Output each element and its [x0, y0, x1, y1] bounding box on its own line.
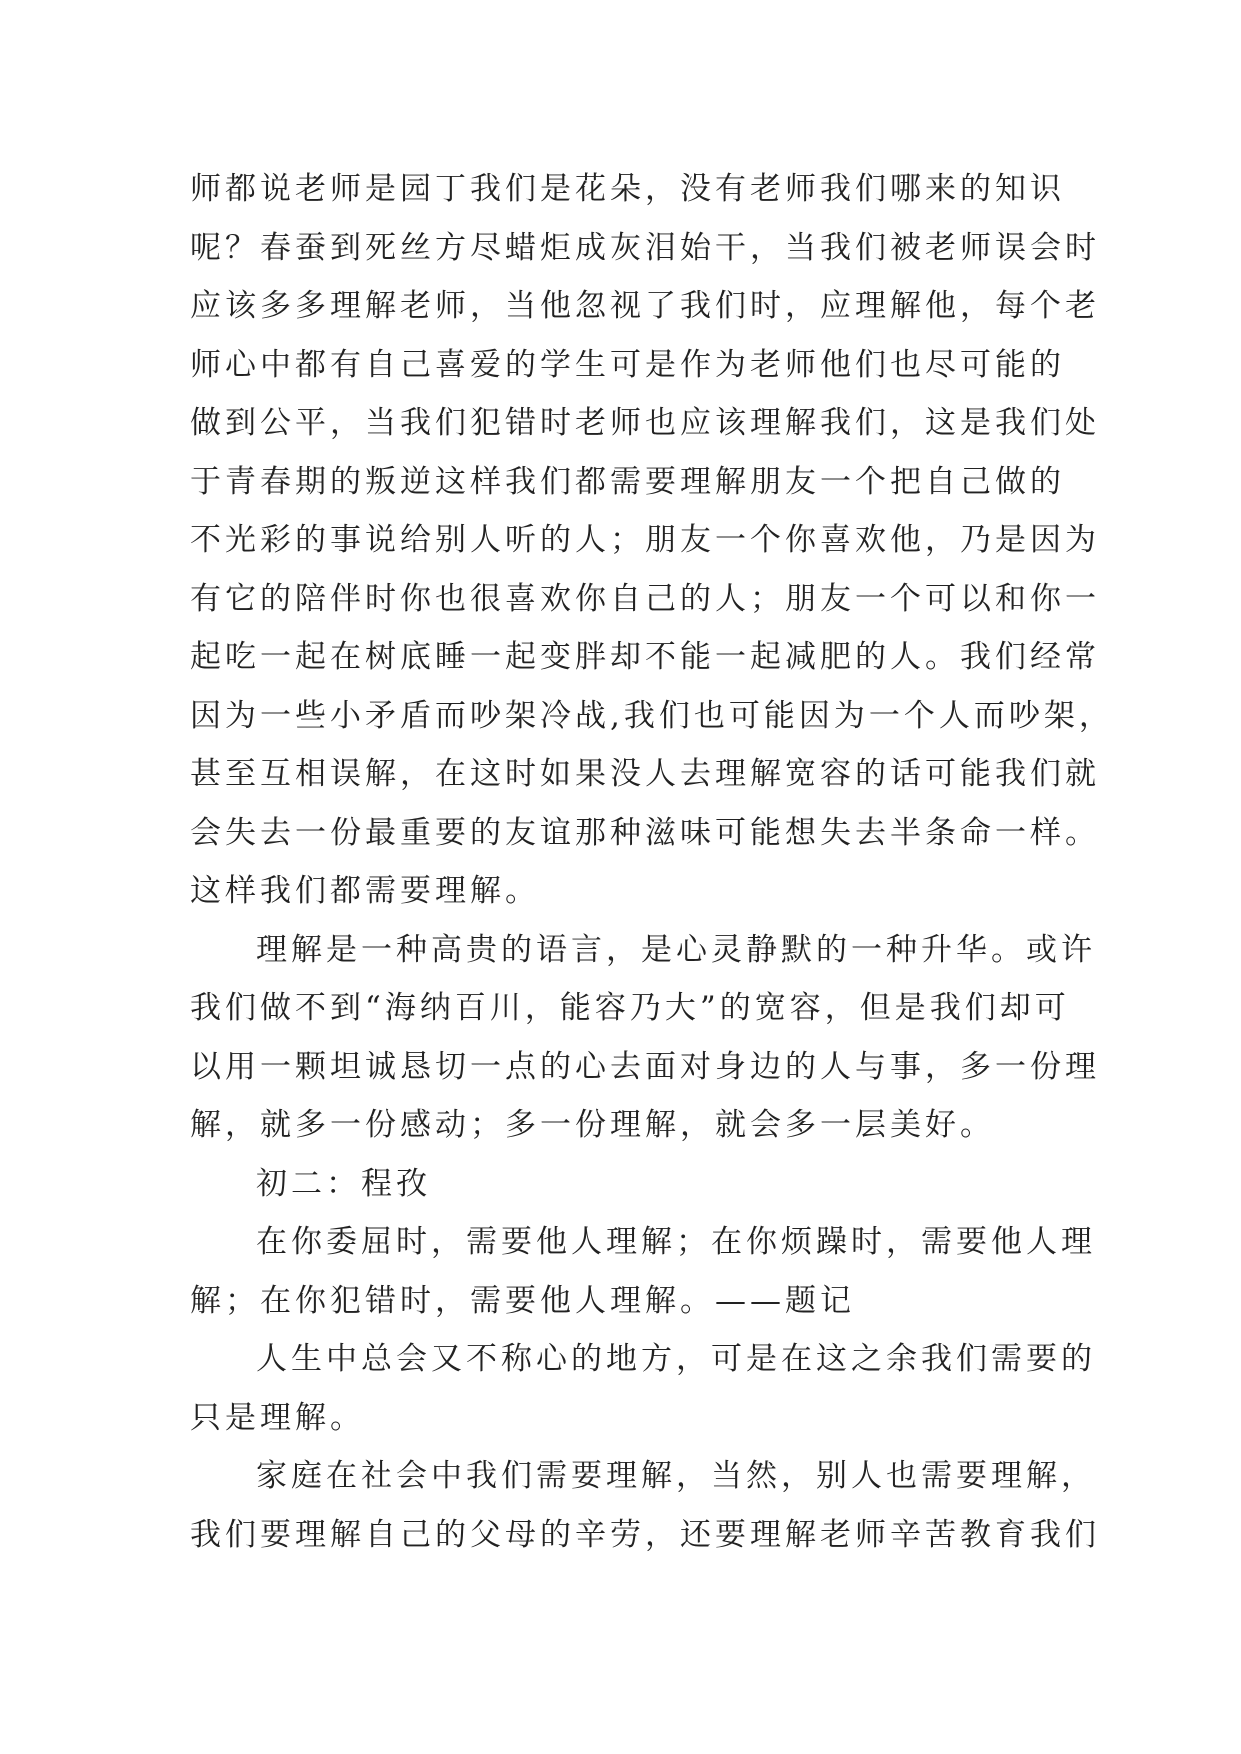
text-line: 起吃一起在树底睡一起变胖却不能一起减肥的人。我们经常 [190, 639, 1100, 675]
text-line: 解，就多一份感动；多一份理解，就会多一层美好。 [190, 1107, 995, 1143]
text-line: 甚至互相误解，在这时如果没人去理解宽容的话可能我们就 [190, 756, 1100, 792]
text-line: 呢？春蚕到死丝方尽蜡炬成灰泪始干，当我们被老师误会时 [190, 229, 1100, 266]
text-line: 有它的陪伴时你也很喜欢你自己的人；朋友一个可以和你一 [190, 580, 1100, 617]
text-line: 只是理解。 [190, 1399, 365, 1436]
text-line: 师心中都有自己喜爱的学生可是作为老师他们也尽可能的 [190, 346, 1065, 383]
text-line: 我们要理解自己的父母的辛劳，还要理解老师辛苦教育我们 [190, 1516, 1100, 1553]
text-line: 以用一颗坦诚恳切一点的心去面对身边的人与事，多一份理 [190, 1048, 1100, 1085]
paragraph-start-line: 人生中总会又不称心的地方，可是在这之余我们需要的 [256, 1341, 1096, 1377]
text-line: 师都说老师是园丁我们是花朵，没有老师我们哪来的知识 [190, 171, 1065, 207]
body-text [190, 160, 1114, 1564]
text-line: 不光彩的事说给别人听的人；朋友一个你喜欢他，乃是因为 [190, 522, 1100, 558]
epigraph-start-line: 在你委屈时，需要他人理解；在你烦躁时，需要他人理 [256, 1224, 1096, 1260]
text-line: 于青春期的叛逆这样我们都需要理解朋友一个把自己做的 [190, 463, 1065, 500]
paragraph-start-line: 理解是一种高贵的语言，是心灵静默的一种升华。或许 [256, 931, 1096, 968]
text-line: 这样我们都需要理解。 [190, 873, 540, 909]
epigraph-line: 解；在你犯错时，需要他人理解。——题记 [190, 1282, 855, 1319]
text-line: 做到公平，当我们犯错时老师也应该理解我们，这是我们处 [190, 405, 1100, 441]
text-line: 我们做不到“海纳百川，能容乃大”的宽容，但是我们却可 [190, 990, 1070, 1026]
author-line: 初二：程孜 [256, 1165, 431, 1202]
text-line: 会失去一份最重要的友谊那种滋味可能想失去半条命一样。 [190, 814, 1100, 851]
paragraph-start-line: 家庭在社会中我们需要理解，当然，别人也需要理解， [256, 1458, 1096, 1494]
text-line: 因为一些小矛盾而吵架冷战,我们也可能因为一个人而吵架， [190, 697, 1114, 734]
text-line: 应该多多理解老师，当他忽视了我们时，应理解他，每个老 [190, 288, 1100, 324]
